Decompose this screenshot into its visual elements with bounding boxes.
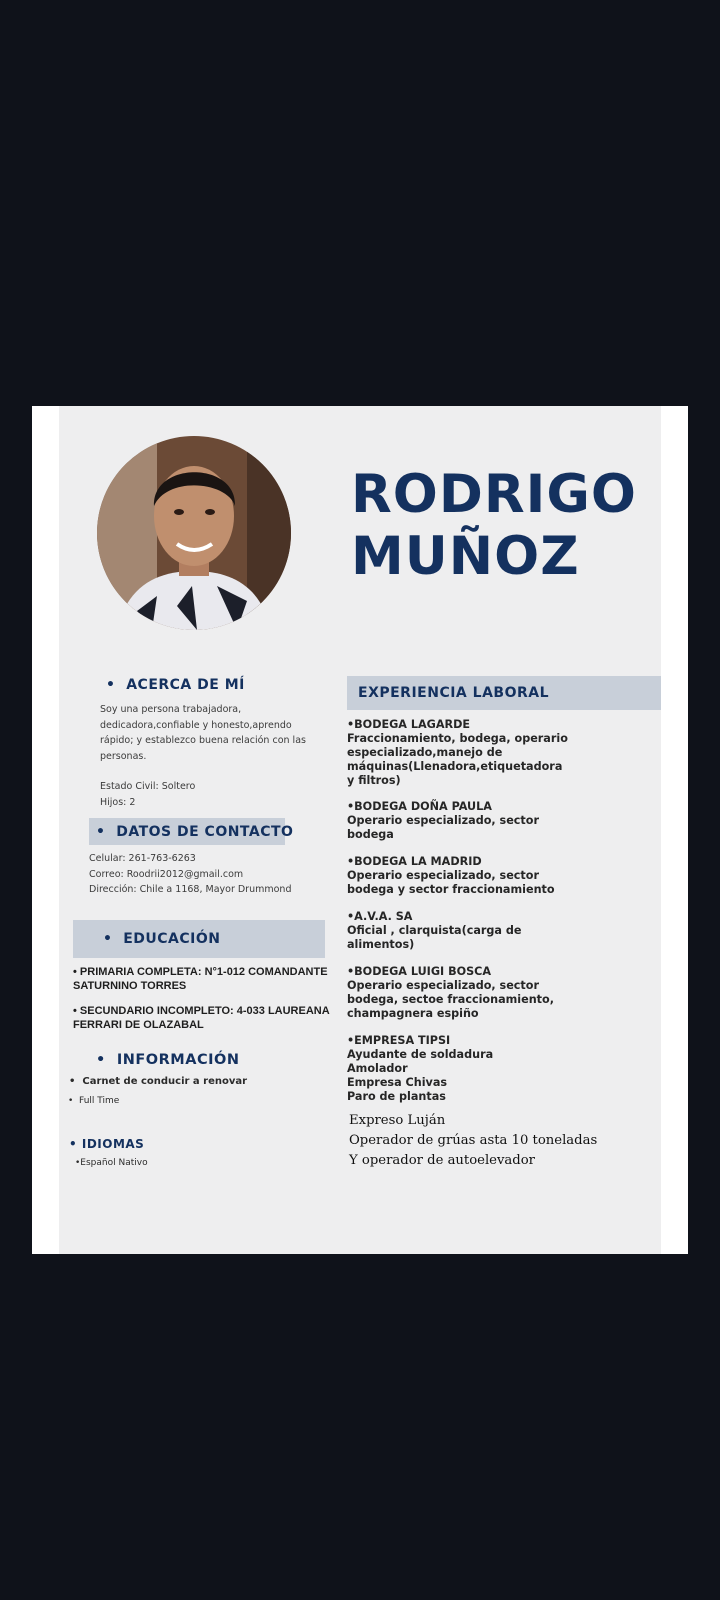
resume-page [59, 406, 661, 1254]
experience-block-4: •A.V.A. SA Oficial , clarquista(carga de alimentos) [347, 910, 522, 951]
contact-heading: • DATOS DE CONTACTO [96, 824, 294, 840]
experience-block-2: •BODEGA DOÑA PAULA Operario especializado, sector bodega [347, 800, 539, 841]
languages-heading: • IDIOMAS [69, 1137, 145, 1151]
education-item-2: • SECUNDARIO INCOMPLETO: 4-033 LAUREANA FERRARI DE OLAZABAL [73, 1005, 330, 1031]
info-item-1: • Carnet de conducir a renovar [69, 1076, 248, 1087]
candidate-name [351, 464, 637, 588]
bullet-icon: • [68, 1096, 80, 1106]
last-name: MUÑOZ [351, 526, 580, 587]
resume-sheet [32, 406, 688, 1254]
bullet-icon: • [103, 931, 124, 947]
address: Dirección: Chile a 1168, Mayor Drummond [89, 884, 292, 895]
phone: Celular: 261-763-6263 [89, 853, 196, 864]
profile-photo [97, 436, 291, 630]
experience-block-5: •BODEGA LUIGI BOSCA Operario especializado, sector bodega, sectoe fraccionamiento, champagnera espiño [347, 965, 554, 1020]
education-heading: • EDUCACIÓN [103, 931, 221, 947]
education-item-1: • PRIMARIA COMPLETA: N°1-012 COMANDANTE SATURNINO TORRES [73, 966, 328, 992]
contact-details [89, 851, 291, 898]
about-text: Soy una persona trabajadora, dedicadora,confiable y honesto,aprendo rápido; y establezco buena relación con las personas. Estado Civil: Soltero Hijos: 2 [100, 702, 306, 810]
language-item: •Español Nativo [75, 1158, 148, 1168]
bullet-icon: • [69, 1137, 82, 1151]
civil-status: Estado Civil: Soltero [100, 781, 196, 792]
experience-block-1: •BODEGA LAGARDE Fraccionamiento, bodega, operario especializado,manejo de máquinas(Llenadora,etiquetadora y filtros) [347, 718, 568, 787]
children: Hijos: 2 [100, 796, 136, 808]
experience-heading: EXPERIENCIA LABORAL [358, 685, 550, 701]
experience-block-6: •EMPRESA TIPSI Ayudante de soldadura Amolador Empresa Chivas Paro de plantas [347, 1034, 494, 1103]
bullet-icon: • [96, 1052, 117, 1068]
experience-block-3: •BODEGA LA MADRID Operario especializado, sector bodega y sector fraccionamiento [347, 855, 555, 896]
bullet-icon: • [69, 1076, 83, 1087]
experience-extra: Expreso Luján Operador de grúas asta 10 toneladas Y operador de autoelevador [349, 1113, 598, 1168]
about-heading: • ACERCA DE MÍ [106, 677, 245, 693]
first-name: RODRIGO [351, 464, 637, 525]
email: Correo: Roodrii2012@gmail.com [89, 868, 244, 880]
info-item-2: • Full Time [68, 1096, 120, 1106]
info-heading: • INFORMACIÓN [96, 1052, 240, 1068]
bullet-icon: • [96, 824, 117, 840]
bullet-icon: • [106, 677, 127, 693]
